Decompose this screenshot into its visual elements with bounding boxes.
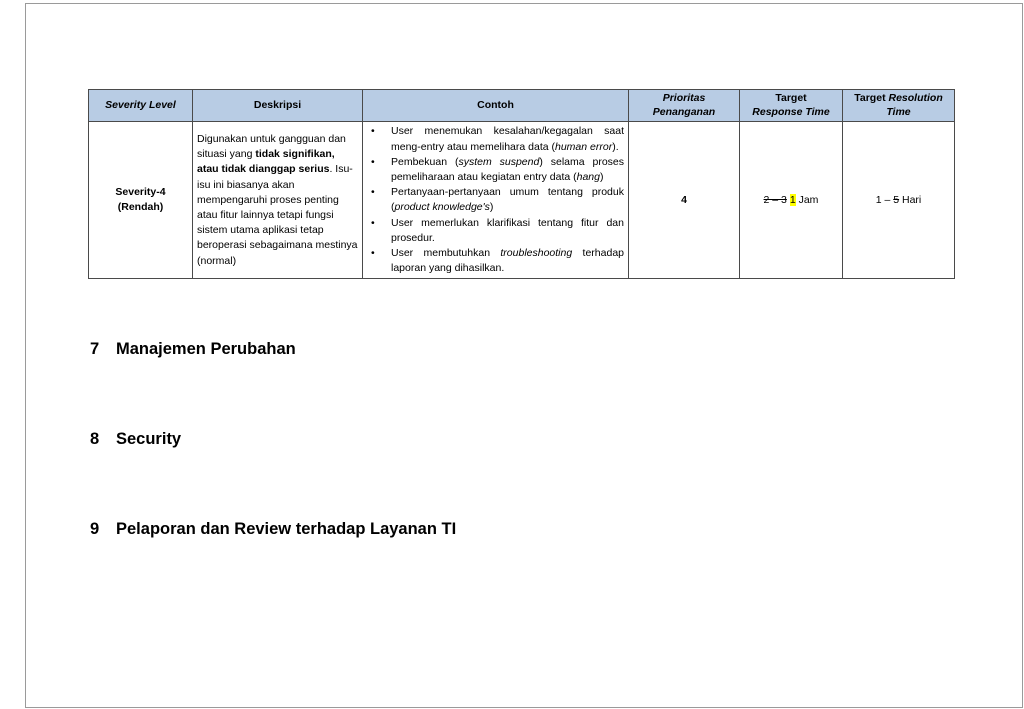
header-contoh: Contoh [363, 90, 629, 122]
examples-list [367, 124, 624, 276]
section-heading-7: 7 Manajemen Perubahan [90, 340, 296, 358]
list-item: • Pembekuan (system suspend) selama proses pemeliharaan atau kegiatan entry data (hang) [391, 155, 624, 185]
severity-table [88, 89, 955, 279]
struck-response-value: 2 – 3 [763, 193, 787, 206]
header-prioritas: Prioritas Penanganan [629, 90, 740, 122]
list-item: • User membutuhkan troubleshooting terhadap laporan yang dihasilkan. [391, 246, 624, 276]
table-header-row [89, 90, 955, 122]
struck-resolution-value: 5 [893, 193, 900, 206]
table-row [89, 122, 955, 279]
examples-cell [363, 122, 629, 279]
description-cell: Digunakan untuk gangguan dan situasi yang tidak signifikan, atau tidak dianggap serius. Isu-isu ini biasanya akan mempengaruhi proses penting atau fitur lainnya tetapi fungsi sistem utama aplikasi tetap beroperasi sebagaimana mestinya (normal) [193, 122, 363, 279]
response-time-cell: 2 – 3 1 Jam [740, 122, 843, 279]
list-item: • Pertanyaan-pertanyaan umum tentang produk (product knowledge's) [391, 185, 624, 215]
priority-cell: 4 [629, 122, 740, 279]
header-severity-level: Severity Level [89, 90, 193, 122]
resolution-time-cell: 1 – 5 Hari [843, 122, 955, 279]
section-heading-9: 9 Pelaporan dan Review terhadap Layanan TI [90, 520, 457, 538]
list-item: • User menemukan kesalahan/kegagalan saat meng-entry atau memelihara data (human error). [391, 124, 624, 154]
list-item: • User memerlukan klarifikasi tentang fitur dan prosedur. [391, 216, 624, 246]
section-heading-8: 8 Security [90, 430, 182, 448]
header-response-time: Target Response Time [740, 90, 843, 122]
header-resolution-time: Target Resolution Time [843, 90, 955, 122]
header-deskripsi: Deskripsi [193, 90, 363, 122]
highlighted-response-value: 1 [789, 193, 796, 206]
severity-cell: Severity-4 (Rendah) [89, 122, 193, 279]
